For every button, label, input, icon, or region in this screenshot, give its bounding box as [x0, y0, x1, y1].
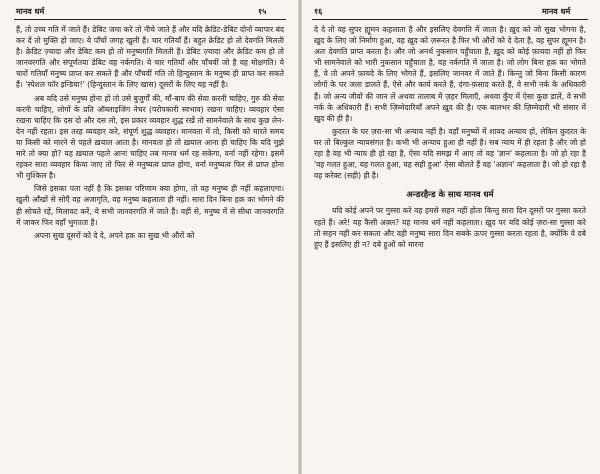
left-page [0, 0, 298, 474]
right-paragraph-2: क़ुदरत के घर ज़रा-सा भी अन्याय नहीं है। वहाँ मनुष्यों में शायद अन्याय हो, लेकिन क़ुदरत के घर तो बिल्कुल न्यायसंगत है। कभी भी अन्याय हुआ ही नहीं है। सब न्याय में ही रहता है और जो हो रहा है वह भी न्याय ही हो रहा है, ऐसा यदि समझ में आए तो वह 'ज्ञान' कहलाता है। जो हो रहा है 'वह गलत हुआ, यह गलत हुआ, यह सही हुआ' ऐसा बोलते हैं वह 'अज्ञान' कहलाता है। जो हो रहा है वह करेक्ट (सही) ही है। [314, 126, 586, 181]
left-page-body [16, 24, 284, 468]
left-paragraph-4: अपना सुख दूसरों को दे दे, अपने हक़ का सुख भी औरों को [34, 230, 195, 240]
left-paragraph-3: जिसे इसका पता नहीं है कि इसका परिणाम क्या होगा, तो वह मनुष्य ही नहीं कहलाएगा। खुली आँखों से सोएँ वह अजागृति, वह मनुष्य कहलाता ही नहीं। सारा दिन बिना हक़ का भोगने की ही सोचते रहें, मिलावट करें, ये सभी जानवरगति में जाते हैं। वहीं से, मनुष्य में से सीधा जानवरगति में जाकर फिर वहाँ भुगतता है। [16, 184, 284, 227]
section-heading: अन्डरहैन्ड के साथ मानव धर्म [406, 189, 494, 200]
left-paragraph-1: हैं, तो उच्च गति में जाते हैं। डेबिट जमा करे तो नीचे जाते हैं और यदि क्रेडिट-डेबिट दोनों व्यापार बंद कर दें तो मुक्ति हो जाए। ये पाँचों जगह खुली हैं। चार गतियाँ हैं। बहुत क्रेडिट हो तो देवगति मिलती है। क्रेडिट ज़्यादा और डेबिट कम हो तो मनुष्यगति मिलती है। डेबिट ज़्यादा और क्रेडिट कम हो तो जानवरगति और संपूर्णतया डेबिट वह नर्कगति। ये चार गतियाँ और पाँचवीं जो है वह मोक्षगति। ये चारों गतियाँ मनुष्य प्राप्त कर सकते हैं और पाँचवीं गति तो हिन्दुस्तान के मनुष्य ही प्राप्त कर सकते हैं। 'स्पेशल फॉर इन्डिया!' (हिन्दुस्तान के लिए खास) दूसरों के लिए यह नहीं है। [16, 25, 284, 90]
right-header-rule [312, 19, 588, 20]
right-paragraph-1: दे दे तो वह सुपर ह्यूमन कहलाता है और इसलिए देवगति में जाता है। ख़ुद को जो सुख भोगना है, ख़ुद के लिए जो निर्माण हुआ, वह ख़ुद को ज़रूरत है फिर भी औरों को दे देता है, वह सुपर ह्यूमन है। अतः देवगति प्राप्त करता है। और जो अनर्थ नुकसान पहुँचाता है, ख़ुद को कोई फ़ायदा नहीं हो फिर भी सामनेवाले को भारी नुकसान पहुँचाता है, वह नर्कगति में जाता है। जो लोग बिना हक़ का भोगते हैं, वे तो अपने फ़ायदे के लिए भोगते हैं, इसलिए जानवर में जाते हैं। किन्तु जो बिना किसी कारण लोगों के घर जला डालते हैं, ऐसे और कार्य करते हैं, दंगा-फ़साद करते हैं, वे सभी नर्क के अधिकारी हैं। जो अन्य जीवों की जान लें अथवा तालाब में ज़हर मिलाएँ, अथवा कुँए में ऐसा कुछ डालें, वे सभी नर्क के अधिकारी हैं। सभी ज़िम्मेदारियाँ अपने ख़ुद की है। एक बालभर की ज़िम्मेदारी भी संसार में ख़ुद की ही है। [314, 25, 586, 123]
right-page-number: १६ [314, 7, 323, 16]
left-page-number: १५ [258, 7, 267, 16]
right-page-body [314, 24, 586, 468]
left-page-header-title: मानव धर्म [16, 7, 45, 16]
right-page-header-title: मानव धर्म [542, 7, 571, 16]
left-paragraph-2: अब यदि उसे मनुष्य होना हो तो उसे बुजुर्गों की, माँ-बाप की सेवा करनी चाहिए, गुरु की सेवा करनी चाहिए, लोगों के प्रति ऑब्लाइजिंग नेचर (परोपकारी स्वभाव) रखना चाहिए। व्यवहार ऐसा रखना चाहिए कि दस दो और दस लो, इस प्रकार व्यवहार शुद्ध रखें तो सामनेवाले के साथ कुछ लेन-देन नहीं रहता। इस तरह व्यवहार करे, संपूर्ण शुद्ध व्यवहार। मानवता में तो, किसी को मारते समय या किसी को मारने से पहले ख़याल आता है। मानवता हो तो ख़याल आना ही चाहिए कि यदि मुझे मारे तो क्या हो? यह ख़याल पहले आना चाहिए तब मानव धर्म रह सकेगा, वर्ना नहीं रहेगा। इसमें रहकर सारा व्यवहार किया जाए तो फिर से मनुष्यत्व प्राप्त होगा, वर्ना मनुष्यत्व फिर से प्राप्त होना भी मुश्किल है। [16, 93, 284, 181]
right-section-paragraph-1: यदि कोई अपने पर गुस्सा करे वह हमसे सहन नहीं होता किन्तु सारा दिन दूसरों पर गुस्सा करते रहते हैं। अरे! यह कैसी अक़्ल? यह मानव धर्म नहीं कहलाता। ख़ुद पर यदि कोई ज़रा-सा गुस्सा करे तो सहन नहीं कर सकता और वही मनुष्य सारा दिन सबके ऊपर गुस्सा करता रहता है, क्योंकि वे दबे हुए हैं इसलिए ही न? दबे हुओं को मारना [314, 206, 586, 249]
left-header-rule [14, 19, 286, 20]
right-page [302, 0, 600, 474]
